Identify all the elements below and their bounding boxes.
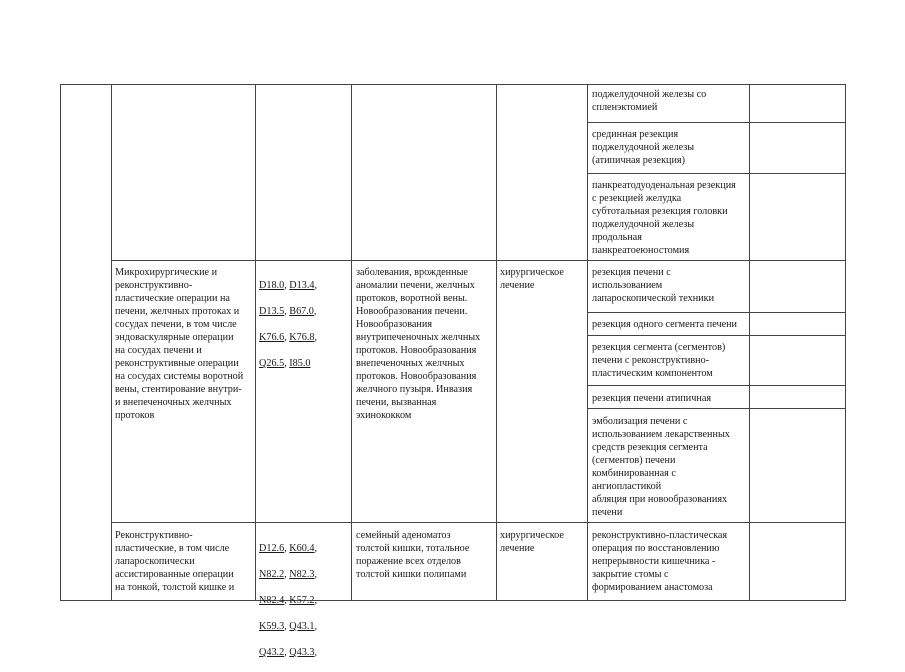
disease-model-cell: заболевания, врожденные аномалии печени, желчных протоков, воротной вены. Новообразования печени. Новообразования внутрипеченочных желчных протоков. Новообразования внепеченочных желчных протоков. Новообразования желчного пузыря. Инвазия печени, вызванная эхинококком	[356, 267, 481, 421]
icd-code-link[interactable]: N82.3	[289, 569, 315, 580]
diagnosis-codes-cell: D12.6, K60.4, N82.2, N82.3, N82.4, K57.2, K59.3, Q43.1, Q43.2, Q43.3,	[259, 543, 318, 658]
row-divider	[111, 522, 846, 523]
disease-model-cell: семейный аденоматоз толстой кишки, тотальное поражение всех отделов толстой кишки полипами	[356, 530, 470, 580]
method-divider	[587, 312, 846, 313]
method-cell: резекция одного сегмента печени	[592, 319, 738, 330]
column-divider	[496, 84, 497, 601]
method-cell: резекция печени атипичная	[592, 393, 712, 404]
method-cell: резекция сегмента (сегментов) печени с реконструктивно- пластическим компонентом	[592, 342, 726, 379]
procedure-group-cell: Реконструктивно- пластические, в том числе лапароскопически ассистированные операции на тонкой, толстой кишке и	[115, 530, 235, 593]
icd-code-link[interactable]: N82.2	[259, 569, 285, 580]
method-divider	[587, 173, 846, 174]
diagnosis-codes-cell: D18.0, D13.4, D13.5, B67.0, K76.6, K76.8, Q26.5, I85.0	[259, 280, 318, 369]
method-cell: поджелудочной железы со спленэктомией	[592, 89, 707, 113]
table-border-right	[845, 84, 846, 601]
icd-code-link[interactable]: Q43.1	[289, 621, 315, 632]
icd-code-link[interactable]: Q43.3	[289, 647, 315, 658]
icd-code-link[interactable]: D12.6	[259, 543, 285, 554]
treatment-type-cell: хирургическое лечение	[500, 530, 564, 554]
method-divider	[587, 335, 846, 336]
column-divider	[749, 84, 750, 601]
icd-code-link[interactable]: B67.0	[289, 306, 314, 317]
icd-code-link[interactable]: K57.2	[289, 595, 315, 606]
procedure-group-cell: Микрохирургические и реконструктивно- пластические операции на печени, желчных протоках и сосудах печени, в том числе эндоваскулярные операции на сосудах печени и реконструктивные операции на сосудах системы воротной вены, стентирование внутри- и внепеченочных желчных протоков	[115, 267, 244, 421]
icd-code-link[interactable]: D13.5	[259, 306, 285, 317]
column-divider	[351, 84, 352, 601]
table-border-left	[60, 84, 61, 601]
method-cell: резекция печени с использованием лапароскопической техники	[592, 267, 715, 304]
method-cell: панкреатодуоденальная резекция с резекцией желудка субтотальная резекция головки поджелудочной железы продольная панкреатоеюностомия	[592, 180, 736, 256]
icd-code-link[interactable]: K59.3	[259, 621, 285, 632]
icd-code-link[interactable]: D18.0	[259, 280, 285, 291]
treatment-type-cell: хирургическое лечение	[500, 267, 564, 291]
icd-code-link[interactable]: D13.4	[289, 280, 315, 291]
method-divider	[587, 408, 846, 409]
table-border-bottom	[60, 600, 846, 601]
icd-code-link[interactable]: I85.0	[289, 358, 311, 369]
table-border-top	[60, 84, 846, 85]
column-divider	[255, 84, 256, 601]
method-cell: эмболизация печени с использованием лекарственных средств резекция сегмента (сегментов) печени комбинированная с ангиопластикой абляция при новообразованиях печени	[592, 416, 730, 518]
column-divider	[587, 84, 588, 601]
method-cell: срединная резекция поджелудочной железы (атипичная резекция)	[592, 129, 695, 166]
icd-code-link[interactable]: Q26.5	[259, 358, 285, 369]
row-divider	[111, 260, 846, 261]
icd-code-link[interactable]: Q43.2	[259, 647, 285, 658]
method-cell: реконструктивно-пластическая операция по восстановлению непрерывности кишечника - закрытие стомы с формированием анастомоза	[592, 530, 728, 593]
icd-code-link[interactable]: N82.4	[259, 595, 285, 606]
icd-code-link[interactable]: K60.4	[289, 543, 315, 554]
icd-code-link[interactable]: K76.8	[289, 332, 315, 343]
method-divider	[587, 385, 846, 386]
icd-code-link[interactable]: K76.6	[259, 332, 285, 343]
method-divider	[587, 122, 846, 123]
column-divider	[111, 84, 112, 601]
